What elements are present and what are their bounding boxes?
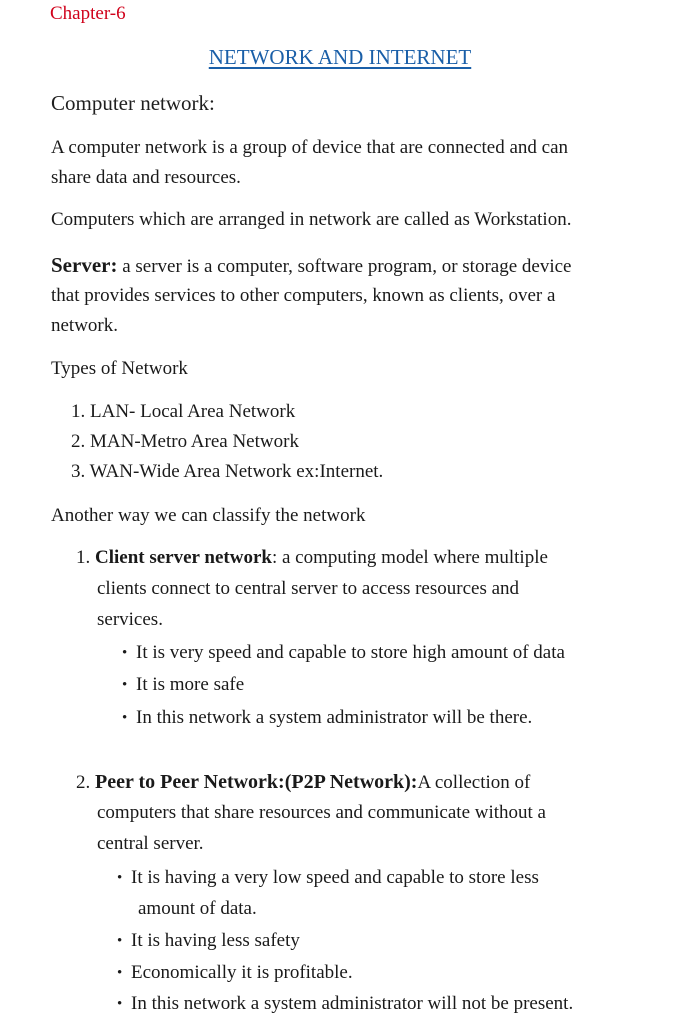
bullet-text: It is having a very low speed and capable to store less: [131, 867, 539, 888]
bullet-icon: •: [117, 870, 123, 886]
list-item: [122, 638, 565, 668]
section-heading: Computer network:: [51, 91, 215, 115]
list-number: 1.: [71, 401, 86, 422]
server-term: Server:: [51, 253, 118, 277]
chapter-label: Chapter-6: [50, 3, 126, 24]
page-title: NETWORK AND INTERNET: [208, 45, 472, 69]
server-line3: network.: [51, 315, 119, 336]
p2p-line1: [76, 767, 530, 798]
list-item: [71, 427, 299, 457]
bullet-text: In this network a system administrator will be there.: [136, 707, 533, 728]
list-item: [117, 989, 573, 1019]
bullet-icon: •: [122, 710, 128, 726]
bullet-icon: •: [117, 933, 123, 949]
client-server-term: Client server network: [95, 547, 272, 568]
list-text: LAN- Local Area Network: [90, 401, 296, 422]
list-item: [122, 703, 532, 733]
classify-heading: Another way we can classify the network: [51, 505, 366, 526]
bullet-continuation: amount of data.: [138, 898, 257, 919]
bullet-icon: •: [117, 996, 123, 1012]
bullet-text: In this network a system administrator will not be present.: [131, 993, 574, 1014]
p2p-line2: computers that share resources and communicate without a: [97, 802, 546, 823]
types-heading: Types of Network: [51, 358, 188, 379]
paragraph-definition-line1: A computer network is a group of device that are connected and can: [51, 137, 569, 158]
bullet-icon: •: [122, 645, 128, 661]
p2p-text-1: A collection of: [417, 772, 531, 793]
client-server-line2: clients connect to central server to access resources and: [97, 578, 520, 599]
bullet-text: It is more safe: [136, 674, 245, 695]
list-item: [122, 670, 244, 700]
client-server-line3: services.: [97, 609, 163, 630]
p2p-line3: central server.: [97, 833, 204, 854]
paragraph-workstation: Computers which are arranged in network are called as Workstation.: [51, 209, 572, 230]
server-line2: that provides services to other computers, known as clients, over a: [51, 285, 556, 306]
bullet-icon: •: [122, 677, 128, 693]
server-line1: [51, 250, 571, 282]
list-item: [117, 926, 300, 956]
list-item: [71, 457, 383, 487]
p2p-term: Peer to Peer Network:(P2P Network):: [95, 771, 418, 793]
list-item: [71, 397, 295, 427]
list-text: MAN-Metro Area Network: [90, 431, 299, 452]
bullet-text: It is very speed and capable to store high amount of data: [136, 642, 565, 663]
list-number: 2.: [76, 772, 91, 793]
server-text-1: a server is a computer, software program, or storage device: [117, 256, 572, 277]
list-item: [117, 863, 539, 893]
list-number: 3.: [71, 461, 86, 482]
paragraph-definition-line2: share data and resources.: [51, 167, 241, 188]
list-number: 2.: [71, 431, 86, 452]
list-item: [117, 958, 353, 988]
bullet-text: Economically it is profitable.: [131, 962, 353, 983]
bullet-text: It is having less safety: [131, 930, 300, 951]
bullet-icon: •: [117, 965, 123, 981]
client-server-line1: [76, 543, 548, 573]
list-text: WAN-Wide Area Network ex:Internet.: [89, 461, 384, 482]
client-server-text-1: : a computing model where multiple: [271, 547, 548, 568]
list-number: 1.: [76, 547, 91, 568]
